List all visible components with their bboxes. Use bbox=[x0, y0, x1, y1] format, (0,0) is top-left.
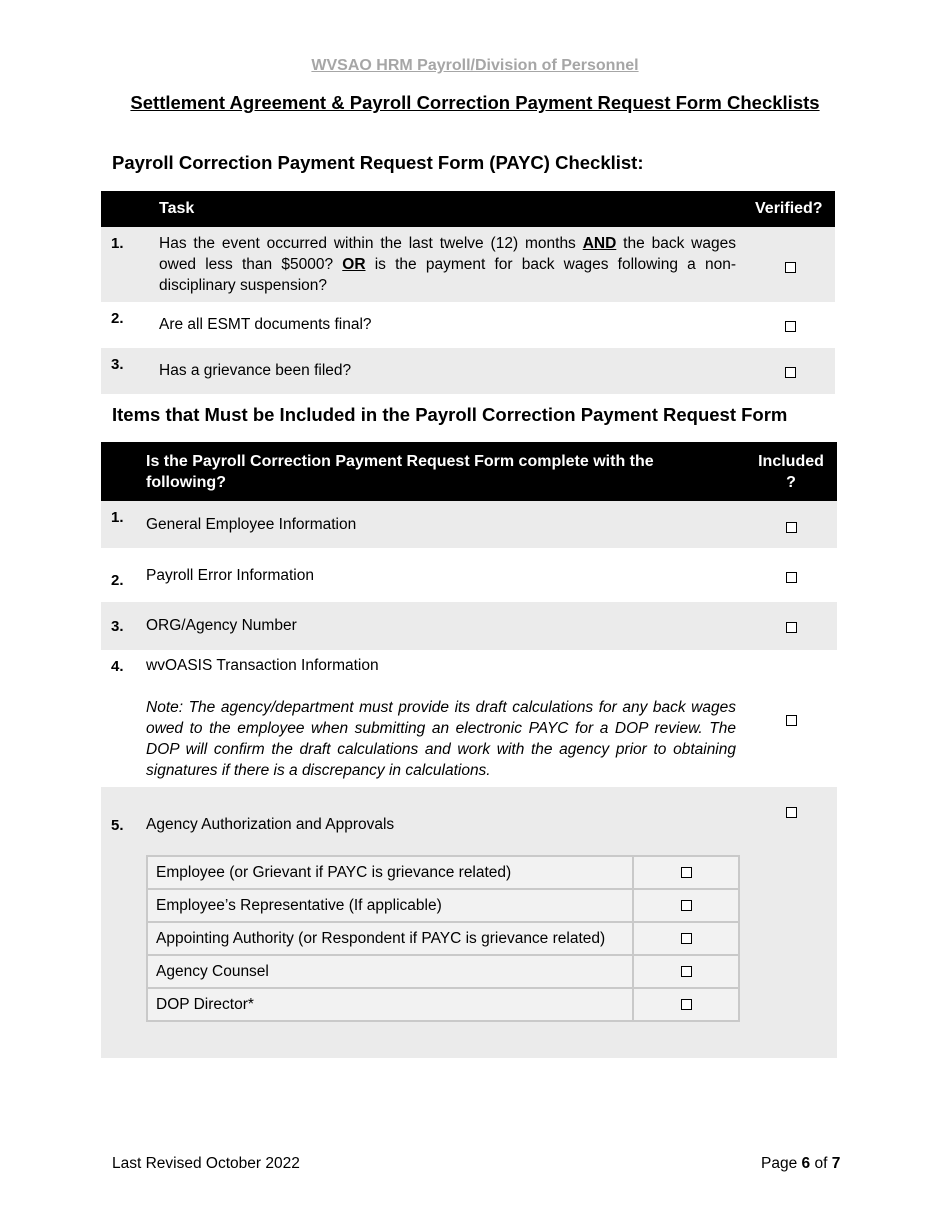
approval-label: Agency Counsel bbox=[147, 955, 633, 988]
included-column-header: Included ? bbox=[758, 453, 824, 491]
row-number: 1. bbox=[111, 235, 124, 252]
task-column-header: Task bbox=[159, 200, 195, 217]
row-item-text: wvOASIS Transaction Information bbox=[146, 657, 379, 674]
included-checkbox[interactable] bbox=[786, 622, 797, 633]
section2-header-row bbox=[101, 442, 837, 501]
draft-calculations-note: Note: The agency/department must provide its draft calculations for any back wages owed to the employee when submitting an electronic PAYC for a DOP review. The DOP will confirm the draft calculations and work with the agency prior to obtaining signatures if there is a discrepancy in calculations. bbox=[146, 699, 736, 779]
approval-row bbox=[147, 922, 739, 955]
row-number: 5. bbox=[111, 817, 124, 834]
approvals-table bbox=[146, 855, 740, 1022]
approval-row bbox=[147, 955, 739, 988]
included-checkbox[interactable] bbox=[786, 572, 797, 583]
approval-checkbox[interactable] bbox=[681, 999, 692, 1010]
last-revised: Last Revised October 2022 bbox=[112, 1155, 300, 1172]
row-number: 3. bbox=[111, 618, 124, 635]
section2-row-5 bbox=[101, 787, 837, 1058]
row-number: 4. bbox=[111, 658, 124, 675]
row-number: 1. bbox=[111, 509, 124, 526]
verified-checkbox[interactable] bbox=[785, 367, 796, 378]
row-number: 3. bbox=[111, 356, 124, 373]
row-task-text: Has a grievance been filed? bbox=[159, 362, 352, 379]
section1-row-1 bbox=[101, 227, 835, 302]
approval-label: DOP Director* bbox=[147, 988, 633, 1021]
row-item-text: Payroll Error Information bbox=[146, 567, 314, 584]
or-emphasis: OR bbox=[342, 256, 366, 273]
approval-row bbox=[147, 988, 739, 1021]
section2-title: Items that Must be Included in the Payroll Correction Payment Request Form bbox=[112, 404, 788, 425]
row-number: 2. bbox=[111, 310, 124, 327]
section2-row-4 bbox=[101, 650, 837, 787]
section1-row-3 bbox=[101, 348, 835, 394]
section2-row-2 bbox=[101, 548, 837, 602]
approval-checkbox[interactable] bbox=[681, 966, 692, 977]
row-item-text: General Employee Information bbox=[146, 516, 357, 533]
approval-checkbox[interactable] bbox=[681, 900, 692, 911]
and-emphasis: AND bbox=[582, 235, 617, 252]
item-column-header: Is the Payroll Correction Payment Request Form complete with the following? bbox=[146, 453, 654, 491]
row-task-text: Has the event occurred within the last twelve (12) months AND the back wages owed less than $5000? OR is the payment for back wages following a non-disciplinary suspension? bbox=[159, 235, 736, 294]
org-header: WVSAO HRM Payroll/Division of Personnel bbox=[311, 57, 639, 74]
page-number: Page 6 of 7 bbox=[761, 1155, 841, 1172]
included-checkbox[interactable] bbox=[786, 522, 797, 533]
row-number: 2. bbox=[111, 572, 124, 589]
section2-row-1 bbox=[101, 501, 837, 548]
section2-row-3 bbox=[101, 602, 837, 650]
section1-header-row bbox=[101, 191, 835, 227]
section1-title: Payroll Correction Payment Request Form (PAYC) Checklist: bbox=[112, 152, 644, 173]
section1-row-2 bbox=[101, 302, 835, 348]
row-item-text: ORG/Agency Number bbox=[146, 617, 297, 634]
row-task-text: Are all ESMT documents final? bbox=[159, 316, 372, 333]
approval-label: Appointing Authority (or Respondent if PAYC is grievance related) bbox=[147, 922, 633, 955]
approval-label: Employee (or Grievant if PAYC is grievance related) bbox=[147, 856, 633, 889]
document-title: Settlement Agreement & Payroll Correction Payment Request Form Checklists bbox=[130, 92, 820, 113]
approval-checkbox[interactable] bbox=[681, 933, 692, 944]
approval-checkbox[interactable] bbox=[681, 867, 692, 878]
verified-checkbox[interactable] bbox=[785, 262, 796, 273]
included-checkbox[interactable] bbox=[786, 715, 797, 726]
approval-row bbox=[147, 856, 739, 889]
row-item-text: Agency Authorization and Approvals bbox=[146, 816, 395, 833]
verified-checkbox[interactable] bbox=[785, 321, 796, 332]
included-checkbox[interactable] bbox=[786, 807, 797, 818]
verified-column-header: Verified? bbox=[755, 200, 823, 217]
approval-label: Employee’s Representative (If applicable) bbox=[147, 889, 633, 922]
approval-row bbox=[147, 889, 739, 922]
